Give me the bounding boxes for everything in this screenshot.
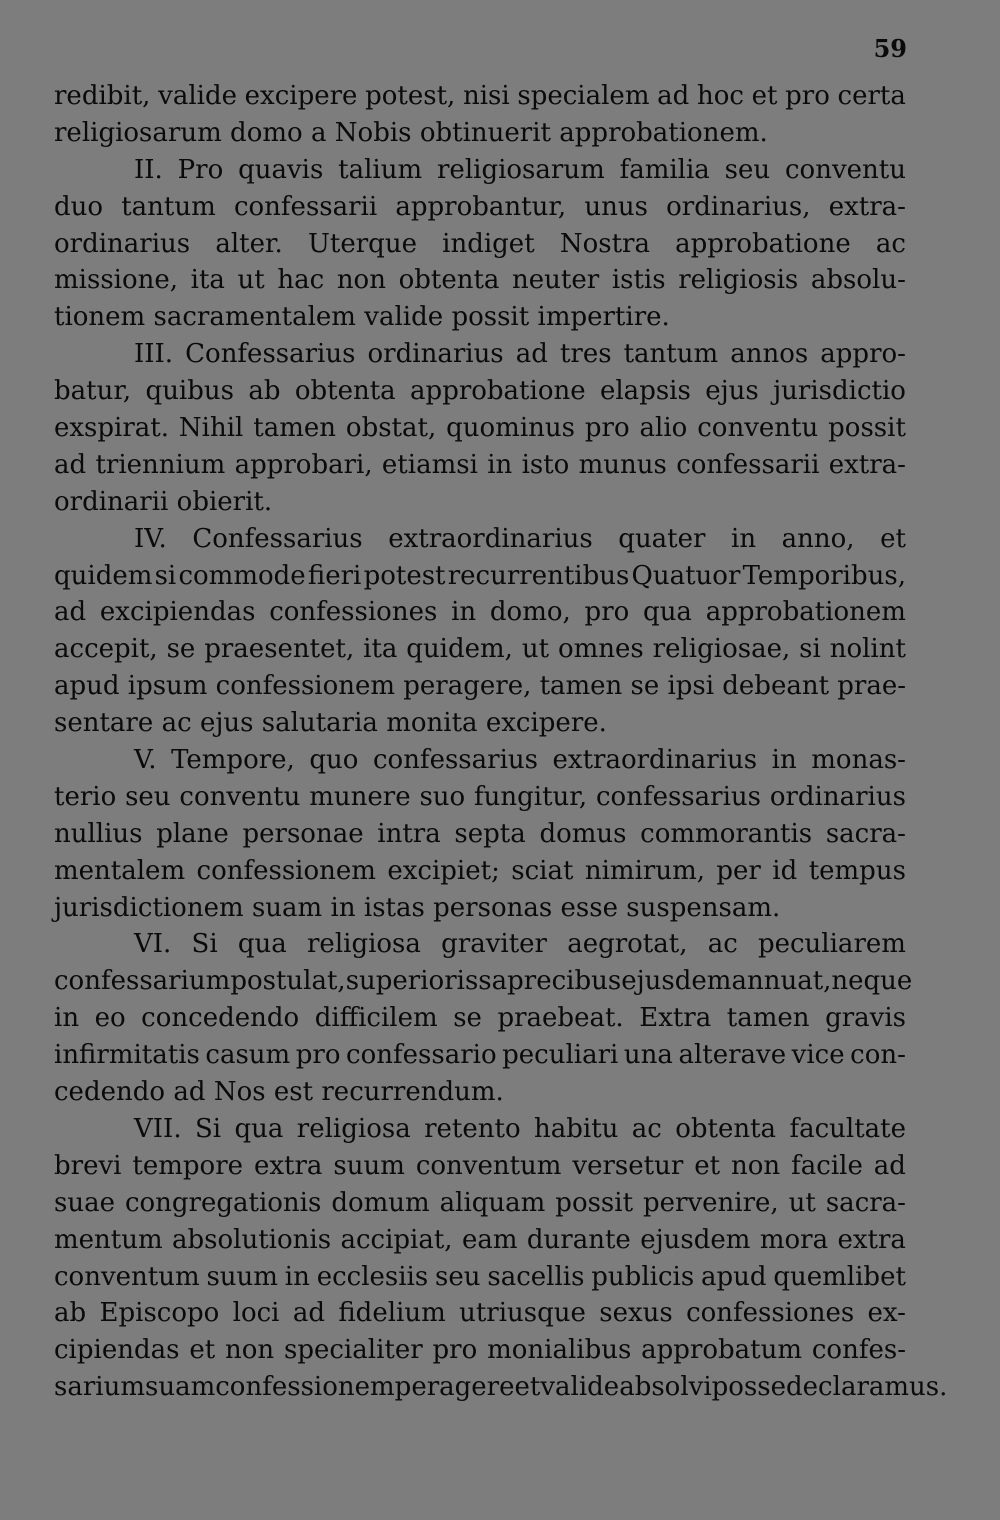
text-line: ad triennium approbari, etiamsi in isto munus confessarii extra- — [54, 449, 906, 480]
text-line: conventum suum in ecclesiis seu sacellis publicis apud quemlibet — [54, 1261, 906, 1292]
text-line: quidem si commode fieri potest recurrentibus Quatuor Temporibus, — [54, 560, 906, 591]
text-line: ordinarius alter. Uterque indiget Nostra approbatione ac — [54, 228, 906, 259]
text-line: nullius plane personae intra septa domus commorantis sacra- — [54, 818, 906, 849]
text-line: cedendo ad Nos est recurrendum. — [54, 1077, 504, 1108]
text-line: jurisdictionem suam in istas personas esse suspensam. — [54, 892, 781, 923]
text-line: mentalem confessionem excipiet; sciat nimirum, per id tempus — [54, 855, 906, 886]
text-line: ordinarii obierit. — [54, 486, 273, 517]
page-number: 59 — [873, 34, 907, 63]
text-line: infirmitatis casum pro confessario peculiari una alterave vice con- — [54, 1040, 906, 1071]
text-line: apud ipsum confessionem peragere, tamen se ipsi debeant prae- — [54, 671, 906, 702]
text-line: duo tantum confessarii approbantur, unus ordinarius, extra- — [54, 191, 906, 222]
text-line: religiosarum domo a Nobis obtinuerit approbationem. — [54, 117, 768, 148]
text-line: VII. Si qua religiosa retento habitu ac obtenta facultate — [134, 1113, 906, 1144]
text-line: exspirat. Nihil tamen obstat, quominus pro alio conventu possit — [54, 413, 906, 444]
text-line: IV. Confessarius extraordinarius quater in anno, et — [134, 523, 906, 554]
text-line: VI. Si qua religiosa graviter aegrotat, ac peculiarem — [134, 929, 906, 960]
text-line: accepit, se praesentet, ita quidem, ut omnes religiosae, si nolint — [54, 634, 906, 665]
text-line: batur, quibus ab obtenta approbatione elapsis ejus jurisdictio — [54, 376, 906, 407]
text-line: mentum absolutionis accipiat, eam durante ejusdem mora extra — [54, 1224, 906, 1255]
text-line: tionem sacramentalem valide possit impertire. — [54, 302, 670, 333]
text-line: II. Pro quavis talium religiosarum familia seu conventu — [134, 154, 906, 185]
text-line: V. Tempore, quo confessarius extraordinarius in monas- — [134, 745, 906, 776]
text-line: missione, ita ut hac non obtenta neuter istis religiosis absolu- — [54, 265, 906, 296]
text-line: in eo concedendo difficilem se praebeat. Extra tamen gravis — [54, 1003, 906, 1034]
text-line: confessarium postulat, superiorissa precibus ejusdem annuat, neque — [54, 966, 913, 997]
text-line: III. Confessarius ordinarius ad tres tantum annos appro- — [134, 339, 906, 370]
text-line: cipiendas et non specialiter pro monialibus approbatum confes- — [54, 1335, 906, 1366]
text-line: terio seu conventu munere suo fungitur, confessarius ordinarius — [54, 781, 906, 812]
body-text — [54, 78, 948, 1406]
text-line: brevi tempore extra suum conventum versetur et non facile ad — [54, 1150, 906, 1181]
text-line: ab Episcopo loci ad fidelium utriusque sexus confessiones ex- — [54, 1298, 906, 1329]
text-line: redibit, valide excipere potest, nisi specialem ad hoc et pro certa — [54, 81, 906, 111]
text-line: sentare ac ejus salutaria monita excipere. — [54, 708, 607, 739]
text-line: suae congregationis domum aliquam possit pervenire, ut sacra- — [54, 1187, 906, 1218]
text-line: sarium suam confessionem peragere et valide absolvi posse declaramus. — [54, 1372, 948, 1403]
text-line: ad excipiendas confessiones in domo, pro qua approbationem — [54, 597, 906, 628]
